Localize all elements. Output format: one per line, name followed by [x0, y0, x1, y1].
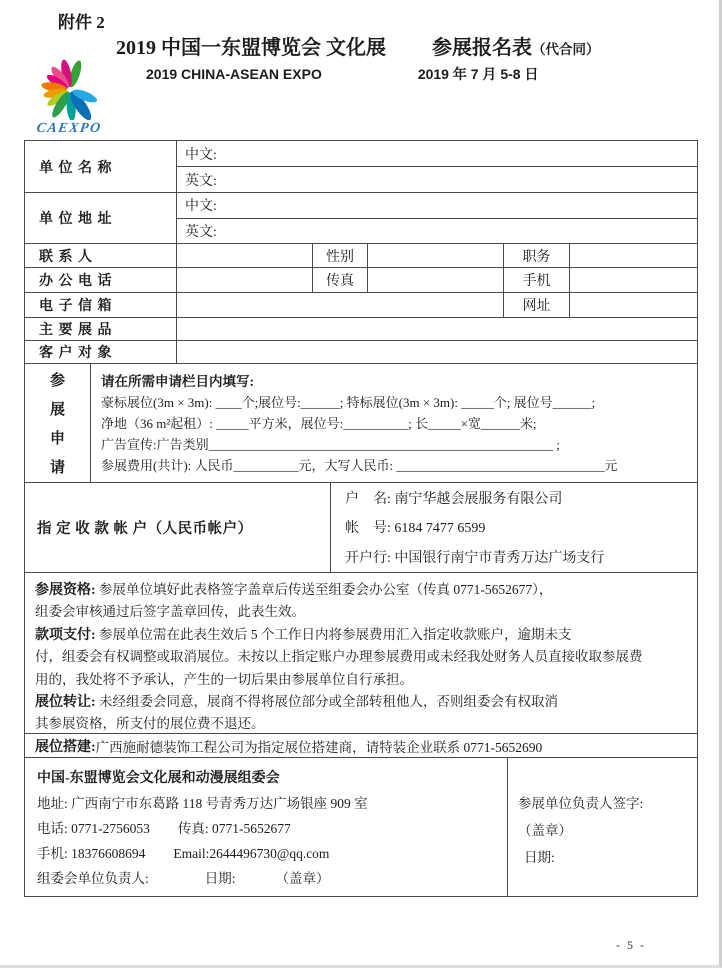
- contact-name-field: [177, 244, 313, 267]
- attachment-label: 附件 2: [58, 13, 105, 32]
- bank-branch: 开户行: 中国银行南宁市青秀万达广场支行: [345, 551, 605, 567]
- unit-address-label: 单 位 地 址: [25, 193, 177, 243]
- term-text: 付，组委会有权调整或取消展位。未按以上指定账户办理参展费用或未经我处财务人员直接收取参展费: [35, 649, 643, 665]
- en-prefix: 英文:: [185, 224, 217, 240]
- booth-build-text: [25, 734, 542, 757]
- fax-field: [368, 268, 504, 292]
- exhibitor-date-label: 日期:: [524, 850, 555, 865]
- email-label: 电 子 信 箱: [25, 293, 177, 317]
- email-row: [25, 293, 697, 318]
- footer-row: [25, 758, 697, 896]
- title-note: （代合同）: [532, 42, 600, 57]
- committee-leader-label: 组委会单位负责人:: [37, 871, 149, 887]
- title-form: 参展报名表: [432, 37, 532, 59]
- title-expo: 2019 中国一东盟博览会 文化展: [116, 37, 386, 59]
- application-label-char: 参: [49, 373, 65, 389]
- term-text: 其参展资格，所支付的展位费不退还。: [35, 716, 265, 732]
- signature-area: [508, 758, 697, 896]
- exhibits-row: [25, 318, 697, 341]
- position-field: [570, 244, 697, 267]
- booth-build-row: [25, 734, 697, 758]
- application-fee-line: 参展费用(共计): 人民币__________元，大写人民币: ________________________________元: [101, 458, 618, 473]
- email-field: [177, 293, 504, 317]
- exhibitor-seal-label: （盖章）: [518, 823, 572, 838]
- caexpo-logo: [24, 46, 114, 137]
- bank-account-number: 帐 号: 6184 7477 6599: [345, 521, 486, 537]
- logo-text: CAEXPO: [35, 121, 103, 136]
- fax-label: 传真: [313, 268, 368, 292]
- cn-prefix: 中文:: [185, 147, 217, 163]
- website-field: [570, 293, 697, 317]
- organizer-name: 中国-东盟博览会文化展和动漫展组委会: [37, 770, 280, 786]
- registration-form-table: [24, 140, 698, 897]
- organizer-phone: 电话: 0771-2756053: [37, 820, 150, 836]
- gender-field: [368, 244, 504, 267]
- bank-row: [25, 483, 697, 573]
- en-prefix: 英文:: [185, 173, 217, 189]
- mobile-field: [570, 268, 697, 292]
- office-phone-row: [25, 268, 697, 293]
- exhibits-field: [177, 318, 697, 340]
- booth-build-title: 展位搭建:: [35, 739, 96, 755]
- application-label: [25, 364, 91, 482]
- unit-name-cn-field: [177, 141, 697, 167]
- organizer-address: 地址: 广西南宁市东葛路 118 号青秀万达广场银座 909 室: [37, 795, 368, 811]
- term-title: 参展资格:: [35, 583, 96, 598]
- position-label: 职务: [504, 244, 570, 267]
- committee-date-label: 日期:: [204, 871, 236, 887]
- term-title: 款项支付:: [35, 627, 96, 643]
- application-instruction: 请在所需申请栏目内填写:: [101, 374, 254, 389]
- committee-seal-label: （盖章）: [275, 871, 330, 887]
- website-label: 网址: [504, 293, 570, 317]
- terms-text: [25, 573, 697, 733]
- unit-address-row: [25, 193, 697, 244]
- office-phone-field: [177, 268, 313, 292]
- customers-field: [177, 341, 697, 363]
- organizer-email: Email:2644496730@qq.com: [173, 846, 330, 862]
- term-text: 用的，我处将不予承认，产生的一切后果由参展单位自行承担。: [35, 671, 413, 687]
- logo-flower-icon: [26, 46, 112, 120]
- gender-label: 性别: [313, 244, 368, 267]
- term-title: 展位转让:: [35, 695, 96, 711]
- exhibits-label: 主 要 展 品: [25, 318, 177, 340]
- organizer-mobile: 手机: 18376608694: [37, 846, 146, 862]
- bank-account-name: 户 名: 南宁华越会展服务有限公司: [345, 491, 563, 507]
- contact-row: [25, 244, 697, 268]
- term-text: 未经组委会同意，展商不得将展位部分或全部转租他人，否则组委会有权取消: [95, 694, 559, 710]
- unit-name-row: [25, 141, 697, 193]
- application-content: [91, 364, 697, 482]
- page-number: - 5 -: [616, 938, 646, 952]
- subtitle-en: 2019 CHINA-ASEAN EXPO: [146, 66, 322, 82]
- page-title: [116, 31, 600, 60]
- mobile-label: 手机: [504, 268, 570, 292]
- bank-info: [331, 483, 697, 572]
- customers-row: [25, 341, 697, 364]
- subtitle-date: 2019 年 7 月 5-8 日: [417, 66, 539, 82]
- page-subtitle: [146, 64, 538, 84]
- unit-address-en-field: [177, 219, 697, 244]
- unit-address-cn-field: [177, 193, 697, 219]
- term-text: 参展单位需在此表生效后 5 个工作日内将参展费用汇入指定收款账户，逾期未支: [95, 626, 572, 642]
- office-phone-label: 办 公 电 话: [25, 268, 177, 292]
- unit-name-label: 单 位 名 称: [25, 141, 177, 192]
- cn-prefix: 中文:: [185, 199, 217, 215]
- booth-build-detail: 广西施耐德装饰工程公司为指定展位搭建商，请特装企业联系 0771-5652690: [95, 739, 543, 755]
- application-row: [25, 364, 697, 483]
- application-label-char: 请: [49, 460, 65, 476]
- bank-label: 指 定 收 款 帐 户（人民币帐户）: [25, 483, 331, 572]
- contact-label: 联 系 人: [25, 244, 177, 267]
- application-booth-line: 豪标展位(3m × 3m): ____个;展位号:______; 特标展位(3m × 3m): _____个; 展位号______;: [101, 395, 596, 410]
- unit-name-en-field: [177, 167, 697, 192]
- organizer-info: [25, 758, 508, 896]
- application-label-char: 展: [49, 402, 65, 418]
- terms-row: [25, 573, 697, 734]
- term-text: 组委会审核通过后签字盖章回传，此表生效。: [35, 604, 305, 620]
- application-label-char: 申: [49, 431, 65, 447]
- exhibitor-sign-label: 参展单位负责人签字:: [518, 796, 644, 811]
- term-text: 参展单位填好此表格签字盖章后传送至组委会办公室（传真 0771-5652677），: [95, 582, 553, 597]
- organizer-fax: 传真: 0771-5652677: [177, 820, 291, 836]
- application-ad-line: 广告宣传:广告类别_____________________________________________________ ;: [101, 437, 560, 452]
- application-space-line: 净地（36 m²起租）: _____平方米，展位号:__________; 长_____×宽______米;: [101, 416, 537, 431]
- customers-label: 客 户 对 象: [25, 341, 177, 363]
